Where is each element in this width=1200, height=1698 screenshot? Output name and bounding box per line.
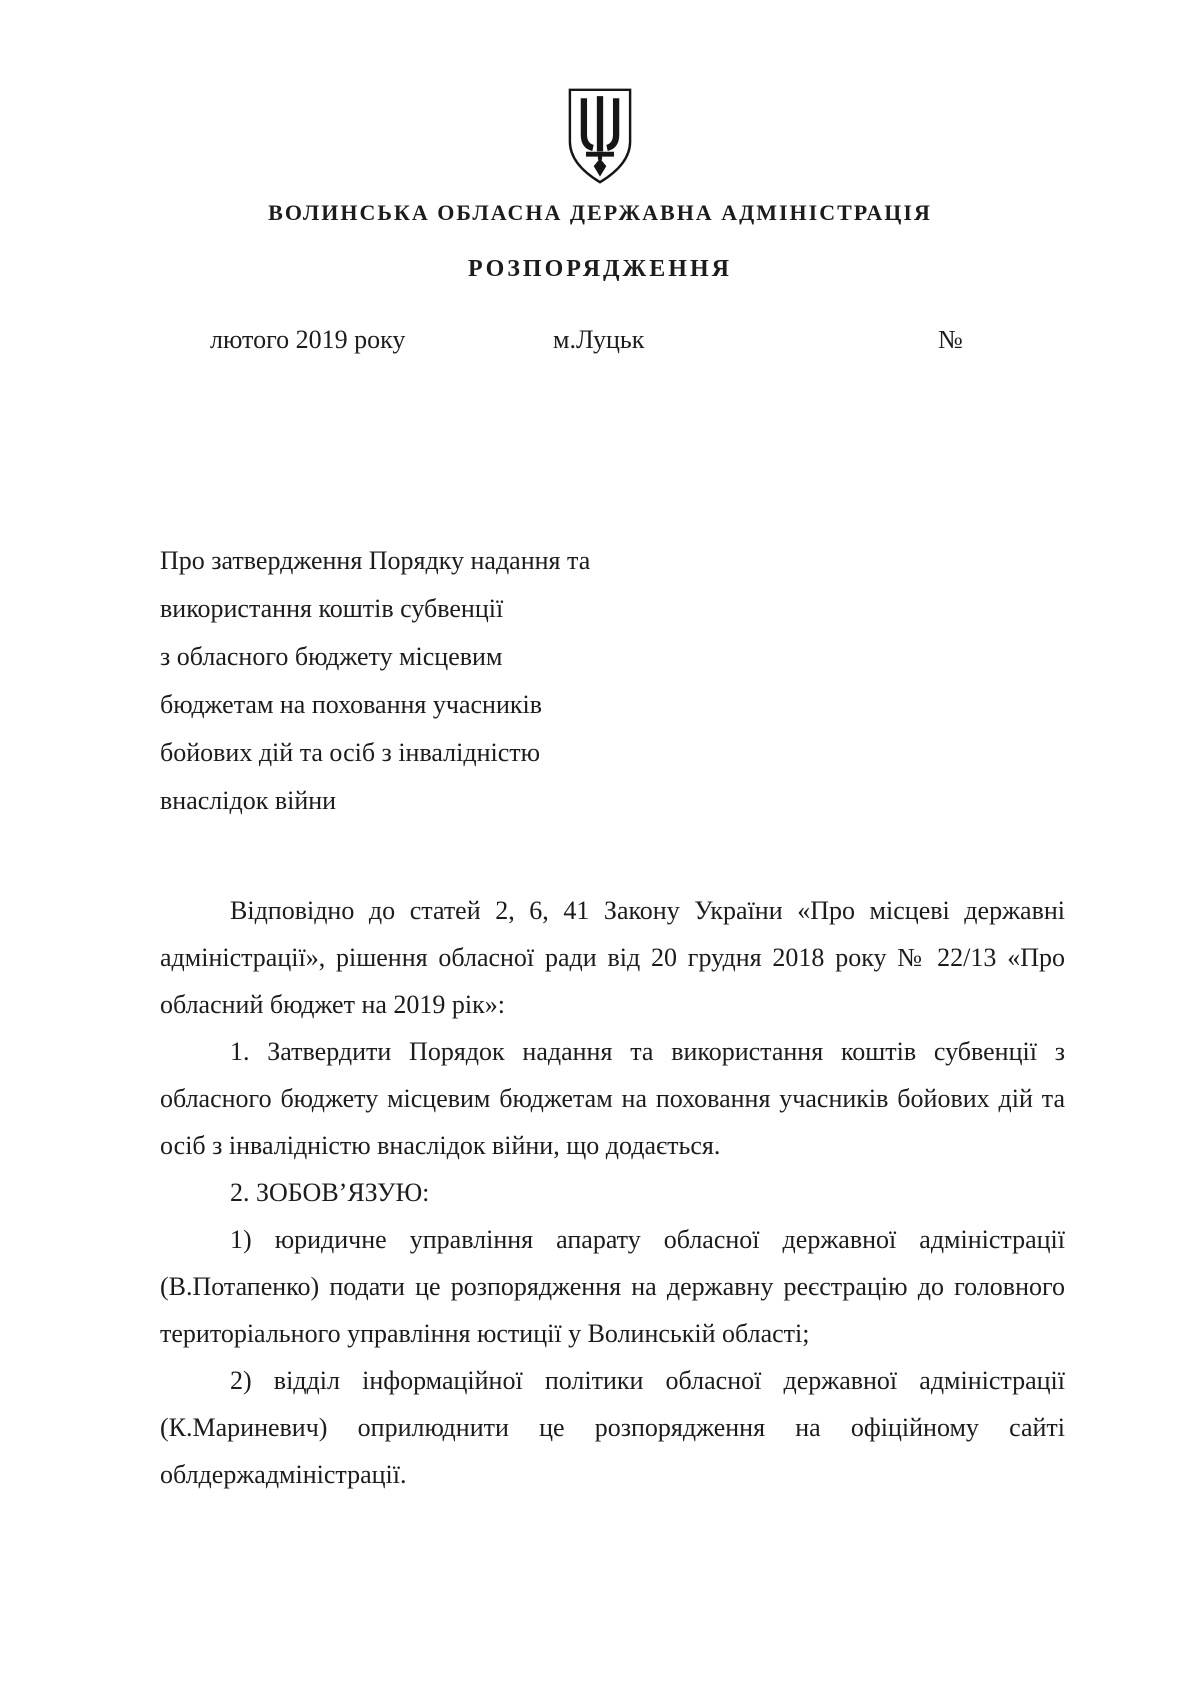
subject-block (160, 537, 720, 825)
subject-line: використання коштів субвенції (160, 594, 504, 623)
document-type-title: РОЗПОРЯДЖЕННЯ (468, 256, 732, 282)
body-paragraph: 1) юридичне управління апарату обласної державної адміністрації (В.Потапенко) подати це розпорядження на державну реєстрацію до головного територіального управління юстиції у Волинській області; (160, 1225, 1065, 1348)
ukraine-trident-emblem-icon (565, 86, 635, 186)
subject-line: бюджетам на поховання учасників (160, 690, 543, 719)
subject-line: Про затвердження Порядку надання та (160, 546, 591, 575)
body-paragraph: 2. ЗОБОВ’ЯЗУЮ: (230, 1178, 430, 1207)
dateline (0, 325, 1200, 359)
subject-line: внаслідок війни (160, 786, 337, 815)
body-paragraph: 1. Затвердити Порядок надання та використання коштів субвенції з обласного бюджету місцевим бюджетам на поховання учасників бойових дій та осіб з інвалідністю внаслідок війни, що додається. (160, 1037, 1065, 1160)
body-paragraph: Відповідно до статей 2, 6, 41 Закону України «Про місцеві державні адміністрації», рішення обласної ради від 20 грудня 2018 року № 22/13 «Про обласний бюджет на 2019 рік»: (160, 896, 1065, 1019)
date-text: лютого 2019 року (210, 325, 406, 354)
subject-line: з обласного бюджету місцевим (160, 642, 503, 671)
subject-line: бойових дій та осіб з інвалідністю (160, 738, 541, 767)
body-paragraph: 2) відділ інформаційної політики обласної державної адміністрації (К.Мариневич) оприлюднити це розпорядження на офіційному сайті облдержадміністрації. (160, 1366, 1065, 1489)
organization-name: ВОЛИНСЬКА ОБЛАСНА ДЕРЖАВНА АДМІНІСТРАЦІЯ (268, 200, 932, 225)
doc-number-label: № (938, 325, 963, 354)
city-text: м.Луцьк (553, 325, 645, 354)
document-body (160, 887, 1065, 1498)
